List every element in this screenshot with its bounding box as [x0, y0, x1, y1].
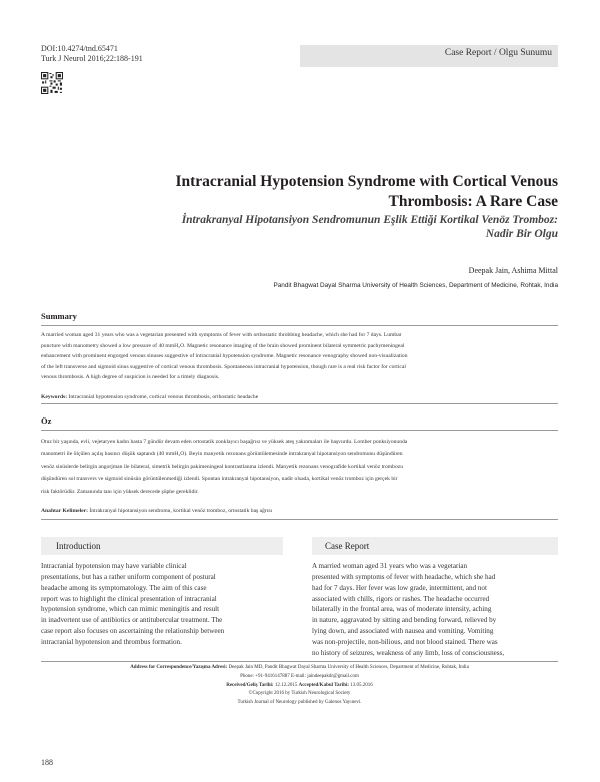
accepted-label: Accepted/Kabul Tarihi: [298, 682, 350, 688]
summary-body [41, 330, 558, 383]
received-label: Received/Geliş Tarihi: [226, 682, 274, 688]
body-line: report was to highlight the clinical presentation of intracranial [41, 594, 217, 603]
author-list: Deepak Jain, Ashima Mittal [468, 266, 558, 275]
body-line: presentations, but has a rather uniform component of postural [41, 572, 216, 581]
body-line: case report also focuses on ascertaining the relationship between [41, 627, 225, 636]
summary-line: of the left transverse and sigmoid sinus suggestive of cortical venous thrombosis. Spontaneous intracranial hypotension, though rare is a real risk factor for cortical [41, 363, 406, 370]
summary-line: A married woman aged 31 years who was a vegetarian presented with symptoms of fever with orthostatic throbbing headache, which she had for 7 days. Lumbar [41, 332, 402, 338]
correspondence-block [41, 664, 558, 708]
subtitle-line: Nadir Bir Olgu [485, 228, 558, 240]
journal-reference: Turk J Neurol 2016;22:188-191 [41, 54, 143, 63]
oz-line: manometri ile ölçülen açılış basıncı düşük saptandı (40 mmH₂O). Beyin manyetik rezonans görüntülemesinde intrakranyal hipotansiyon sendromunu düşündüren [41, 451, 403, 458]
oz-body [41, 436, 558, 498]
body-line: lying down, and associated with nausea and vomiting. Vomiting [312, 627, 494, 636]
footer-divider [41, 661, 558, 662]
introduction-body [41, 561, 283, 648]
article-doi-block [41, 44, 143, 64]
oz-keywords [41, 506, 558, 516]
summary-line: puncture with manometry showed a low pressure of 40 mmH₂O. Magnetic resonance imaging of the brain showed prominent bilateral symmetric pachymeningeal [41, 342, 405, 349]
address-text: Deepak Jain MD, Pandit Bhagwat Dayal Sharma University of Health Sciences, Department of Medicine, Rohtak, India [228, 665, 469, 670]
article-title [90, 172, 558, 212]
body-line: presented with symptoms of fever with headache, which she had [312, 572, 496, 581]
body-line: Intracranial hypotension may have variable clinical [41, 562, 187, 570]
keywords-label: Keywords: [41, 394, 68, 400]
summary-line: enhancement with prominent engorged venous sinuses suggestive of intracranial hypotension syndrome. Magnetic resonance venography showed non-visualization [41, 353, 408, 360]
body-line: in nature, aggravated by sitting and bending forward, relieved by [312, 616, 497, 625]
body-line: in inadvertent use of antibiotics or antitubercular treatment. The [41, 616, 223, 625]
introduction-heading: Introduction [56, 541, 101, 551]
body-line: associated with chills, rigors or rashes. The headache occurred [312, 594, 490, 603]
case-report-body [312, 561, 558, 659]
summary-keywords [41, 392, 558, 402]
summary-heading: Summary [41, 311, 77, 321]
address-label: Address for Correspondence/Yazışma Adresi: [130, 665, 228, 670]
correspondence-address [41, 664, 558, 673]
subtitle-line: İntrakranyal Hipotansiyon Sendromunun Eşlik Ettiği Kortikal Venöz Tromboz: [181, 214, 558, 226]
body-line: bilaterally in the frontal area, was of moderate intensity, aching [312, 605, 492, 614]
body-line: intracranial hypotension and thrombus formation. [41, 637, 182, 646]
oz-line: Otuz bir yaşında, evli, vejetaryen kadın hasta 7 gündür devam eden ortostatik zonklayıcı başağrısı ve yüksek ateş yakınmaları ile başvurdu. Lomber ponksiyonunda [41, 439, 408, 445]
oz-divider [41, 430, 558, 431]
publisher-line: Turkish Journal of Neurology published by Galenos Yayınevi. [237, 700, 362, 706]
contact-line: Phone: +91-9416147887 E-mail: jaindeepakdr@gmail.com [240, 673, 359, 679]
keywords-label: Anahtar Kelimeler: [41, 508, 88, 514]
copyright-line: ©Copyright 2016 by Turkish Neurological Society [248, 691, 351, 697]
article-subtitle-turkish [140, 213, 558, 241]
summary-bottom-divider [41, 403, 558, 404]
keywords-text: İntrakranyal hipotansiyon sendromu, kortikal venöz tromboz, ortostatik baş ağrısı [89, 508, 273, 514]
case-report-heading: Case Report [325, 541, 370, 551]
summary-divider [41, 325, 558, 326]
body-line: A married woman aged 31 years who was a vegetarian [312, 562, 468, 570]
accepted-date: 13.05.2016 [350, 682, 373, 688]
oz-line: venöz sinüslerde belirgin angorjman ile bilateral, simetrik belirgin pakimeningeal kontrastlanma izlendi. Manyetik rezonans venografide kortikal venöz trombozu [41, 463, 404, 470]
oz-line: risk faktörüdür. Zamanında tanı için yüksek derecede şüphe gereklidir. [41, 488, 199, 495]
author-affiliation: Pandit Bhagwat Dayal Sharma University of Health Sciences, Department of Medicine, Rohtak, India [273, 282, 558, 289]
oz-bottom-divider [41, 519, 558, 520]
received-date: 12.12.2015 [274, 682, 298, 688]
body-line: had for 7 days. Her fever was low grade, intermittent, and not [312, 583, 487, 592]
article-type-label: Case Report / Olgu Sunumu [444, 48, 552, 58]
body-line: hypotension syndrome, which can mimic meningitis and result [41, 605, 220, 614]
qr-code-icon [41, 72, 63, 94]
keywords-text: Intracranial hypotension syndrome, cortical venous thrombosis, orthostatic headache [68, 394, 259, 400]
title-line: Thrombosis: A Rare Case [388, 193, 558, 210]
summary-line: venous thrombosis. A high degree of suspicion is needed for a timely diagnosis. [41, 374, 220, 381]
body-line: was non-projectile, non-bilious, and not blood stained. There was [312, 637, 498, 646]
body-line: headache among its symptomatology. The aim of this case [41, 583, 207, 592]
oz-heading: Öz [41, 416, 52, 426]
doi-text: DOI:10.4274/tnd.65471 [41, 44, 118, 53]
body-line: no history of seizures, weakness of any limb, loss of consciousness, [312, 648, 505, 657]
page-number: 188 [41, 758, 53, 767]
title-line: Intracranial Hypotension Syndrome with Cortical Venous [175, 173, 558, 190]
oz-line: düşündüren sol transvers ve sigmoid sinüsün görüntülenmediği izlendi. Spontan intrakranyal hipotansiyon, nadir olsada, kortikal venöz tromboz için gerçek bir [41, 476, 398, 483]
dates-line [41, 682, 558, 691]
